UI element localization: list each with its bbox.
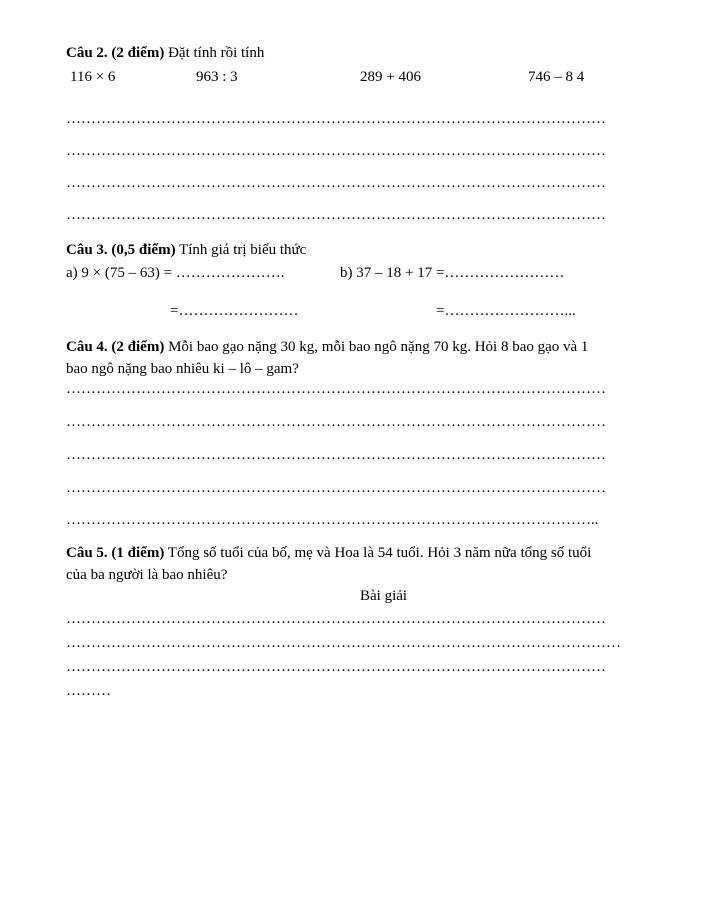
part-a: a) 9 × (75 – 63) = …………………. <box>66 265 285 281</box>
question-2-text: Đặt tính rồi tính <box>164 45 265 61</box>
question-5-label: Câu 5. (1 điểm) <box>66 545 165 561</box>
question-5-text: Tổng số tuổi của bố, mẹ và Hoa là 54 tuổi. Hỏi 3 năm nữa tổng số tuổi <box>164 545 592 561</box>
answer-line: ……………………………………………………………………………………………… <box>66 611 606 627</box>
answer-line: ……………………………………………………………………………………………… <box>66 447 606 463</box>
answer-line: ……………………………………………………………………………………………… <box>66 207 606 223</box>
part-b: b) 37 – 18 + 17 =…………………… <box>340 265 565 281</box>
answer-line: ……………………………………………………………………………………………… <box>66 175 606 191</box>
expression-3: 289 + 406 <box>360 69 421 85</box>
question-2-label: Câu 2. (2 điểm) <box>66 45 165 61</box>
answer-line: ………………………………………………………………………………………………… <box>66 635 621 651</box>
answer-line: ……………………………………………………………………………………………… <box>66 659 606 675</box>
question-5-text-cont: của ba người là bao nhiêu? <box>66 567 228 583</box>
answer-line: ……………………………………………………………………………………………… <box>66 143 606 159</box>
question-3-label: Câu 3. (0,5 điểm) <box>66 242 176 258</box>
question-2-title <box>66 44 264 62</box>
part-a-step: =…………………… <box>170 303 299 319</box>
question-4-label: Câu 4. (2 điểm) <box>66 339 165 355</box>
answer-line: ……………………………………………………………………………………………… <box>66 381 606 397</box>
answer-line: ……………………………………………………………………………………………… <box>66 480 606 496</box>
question-4-text-cont: bao ngô nặng bao nhiêu ki – lô – gam? <box>66 361 299 377</box>
expression-4: 746 – 8 4 <box>528 69 585 85</box>
answer-line: ……………………………………………………………………………………………… <box>66 414 606 430</box>
expression-1: 116 × 6 <box>70 69 116 85</box>
question-4-title <box>66 338 588 356</box>
answer-line: …………………………………………………………………………………………….. <box>66 512 599 528</box>
solution-heading: Bài giải <box>360 588 408 604</box>
answer-line-short: ……… <box>66 683 111 699</box>
part-b-step: =……………………... <box>436 303 576 319</box>
question-5-title <box>66 544 591 562</box>
question-4-text: Mỗi bao gạo nặng 30 kg, mỗi bao ngô nặng 70 kg. Hỏi 8 bao gạo và 1 <box>164 339 589 355</box>
answer-line: ……………………………………………………………………………………………… <box>66 111 606 127</box>
expression-2: 963 : 3 <box>196 69 238 85</box>
question-3-title <box>66 241 306 259</box>
question-3-text: Tính giá trị biểu thức <box>175 242 307 258</box>
